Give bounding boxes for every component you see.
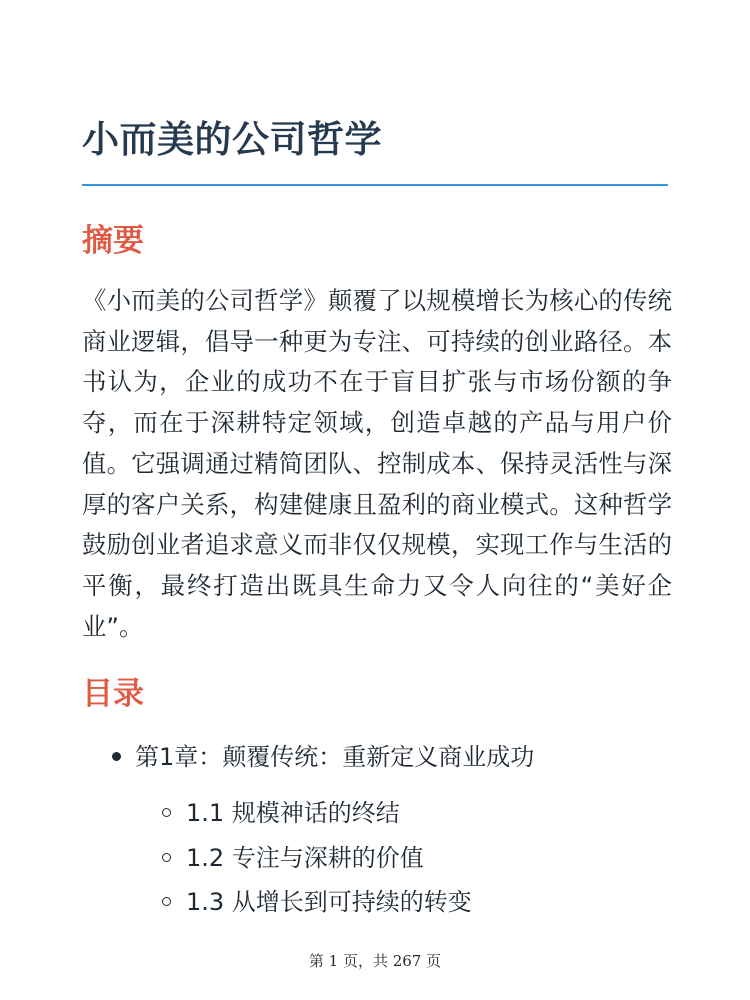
title-divider [82,184,668,186]
toc-section-1-1[interactable] [162,796,400,830]
toc-section-label: 1.2 专注与深耕的价值 [186,844,424,872]
abstract-paragraph: 《小而美的公司哲学》颠覆了以规模增长为核心的传统商业逻辑，倡导一种更为专注、可持续的创业路径。本书认为，企业的成功不在于盲目扩张与市场份额的争夺，而在于深耕特定领域，创造卓越的产品与用户价值。它强调通过精简团队、控制成本、保持灵活性与深厚的客户关系，构建健康且盈利的商业模式。这种哲学鼓励创业者追求意义而非仅仅规模，实现工作与生活的平衡，最终打造出既具生命力又令人向往的“美好企业”。 [82,286,672,641]
toc-section-label: 1.1 规模神话的终结 [186,799,400,827]
toc-chapter-1[interactable] [112,740,534,774]
bullet-dot-icon [112,752,121,761]
bullet-circle-icon [162,897,171,906]
page-number-footer: 第 1 页，共 267 页 [308,952,442,970]
toc-chapter-label: 第1章：颠覆传统：重新定义商业成功 [135,743,535,771]
toc-heading: 目录 [82,676,144,712]
toc-section-label: 1.3 从增长到可持续的转变 [186,888,472,916]
abstract-heading: 摘要 [82,223,144,259]
toc-section-1-2[interactable] [162,841,424,875]
toc-section-1-3[interactable] [162,885,472,919]
bullet-circle-icon [162,808,171,817]
page-title: 小而美的公司哲学 [82,118,382,161]
bullet-circle-icon [162,853,171,862]
